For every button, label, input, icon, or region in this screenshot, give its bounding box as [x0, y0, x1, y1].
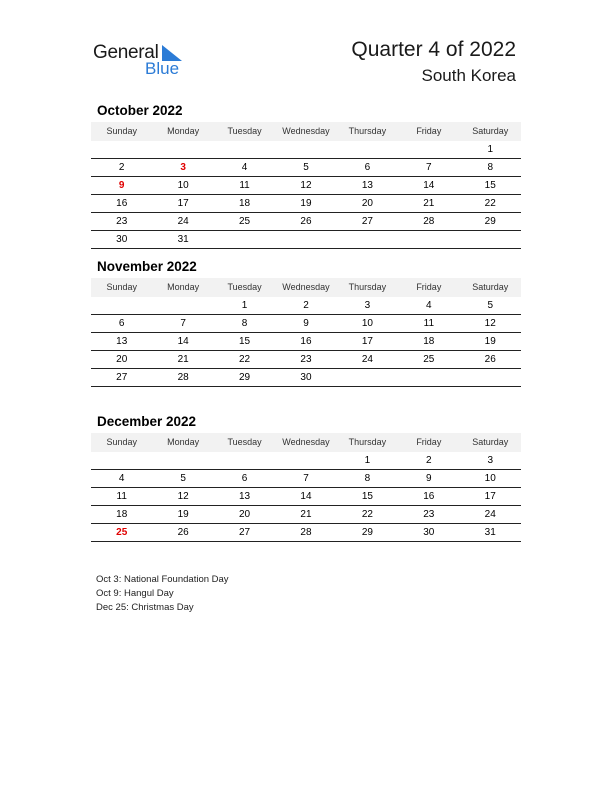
day-cell: 7	[180, 318, 186, 329]
weekday-label: Wednesday	[282, 282, 330, 292]
week-row	[91, 213, 521, 231]
day-cell: 21	[300, 509, 312, 520]
day-cell: 29	[361, 527, 373, 538]
holiday-note: Oct 9: Hangul Day	[96, 588, 174, 599]
day-cell: 23	[423, 509, 435, 520]
day-cell: 9	[118, 180, 125, 191]
month-calendar-october	[91, 102, 521, 249]
day-cell: 15	[238, 336, 251, 347]
day-cell: 23	[300, 354, 312, 365]
day-cell: 13	[361, 180, 373, 191]
weekday-label: Saturday	[472, 126, 509, 136]
day-cell: 24	[361, 354, 373, 365]
day-cell: 5	[180, 473, 186, 484]
day-cell: 28	[423, 216, 435, 227]
empty-day-cell	[91, 141, 152, 158]
day-cell: 26	[177, 527, 189, 538]
day-cell: 22	[361, 509, 373, 520]
day-cell: 23	[116, 216, 128, 227]
day-cell: 30	[423, 527, 435, 538]
empty-day-cell	[214, 141, 275, 158]
day-cell: 27	[361, 216, 373, 227]
day-cell: 31	[177, 234, 189, 245]
day-cell: 30	[116, 234, 128, 245]
day-cell: 12	[300, 180, 312, 191]
day-cell: 11	[239, 180, 250, 191]
empty-day-cell	[214, 231, 275, 248]
day-cell: 11	[423, 318, 435, 329]
weekday-header-row	[91, 278, 521, 297]
day-cell: 2	[426, 455, 432, 466]
day-cell: 25	[238, 216, 251, 227]
day-cell: 17	[484, 491, 496, 502]
empty-day-cell	[460, 369, 521, 386]
day-cell: 13	[238, 491, 251, 502]
weekday-label: Thursday	[348, 282, 387, 292]
weekday-label: Thursday	[348, 126, 387, 136]
week-row	[91, 159, 521, 177]
day-cell: 6	[364, 162, 371, 173]
generalblue-logo	[93, 40, 193, 80]
day-cell: 9	[426, 473, 432, 484]
weekday-label: Friday	[416, 126, 442, 136]
holiday-notes	[96, 573, 229, 615]
day-cell: 24	[177, 216, 189, 227]
day-cell: 27	[116, 372, 128, 383]
day-cell: 24	[484, 509, 496, 520]
week-row	[91, 351, 521, 369]
empty-day-cell	[460, 231, 521, 248]
week-row	[91, 297, 521, 315]
empty-day-cell	[337, 231, 398, 248]
day-cell: 17	[177, 198, 189, 209]
day-cell: 18	[116, 509, 128, 520]
day-cell: 14	[300, 491, 312, 502]
weekday-label: Thursday	[348, 437, 387, 447]
day-cell: 10	[484, 473, 496, 484]
weekday-label: Sunday	[106, 282, 137, 292]
week-row	[91, 452, 521, 470]
day-cell: 2	[118, 162, 125, 173]
week-row	[91, 470, 521, 488]
month-title: December 2022	[97, 414, 197, 429]
week-row	[91, 506, 521, 524]
day-cell: 18	[238, 198, 251, 209]
day-cell: 20	[238, 509, 251, 520]
day-cell: 19	[300, 198, 312, 209]
day-cell: 26	[300, 216, 312, 227]
day-cell: 3	[364, 300, 371, 311]
weekday-label: Friday	[416, 282, 442, 292]
day-cell: 29	[484, 216, 496, 227]
week-row	[91, 315, 521, 333]
day-cell: 8	[364, 473, 371, 484]
day-cell: 19	[484, 336, 496, 347]
week-row	[91, 369, 521, 387]
empty-day-cell	[337, 141, 398, 158]
day-cell: 12	[177, 491, 189, 502]
day-cell: 4	[118, 473, 125, 484]
week-row	[91, 195, 521, 213]
week-row	[91, 488, 521, 506]
weekday-label: Saturday	[472, 437, 509, 447]
day-cell: 20	[116, 354, 128, 365]
weekday-label: Sunday	[106, 126, 137, 136]
week-row	[91, 231, 521, 249]
day-cell: 13	[116, 336, 128, 347]
empty-day-cell	[152, 141, 213, 158]
empty-day-cell	[398, 141, 459, 158]
day-cell: 21	[177, 354, 189, 365]
day-cell: 26	[484, 354, 496, 365]
day-cell: 28	[177, 372, 189, 383]
day-cell: 4	[241, 162, 248, 173]
day-cell: 3	[180, 162, 186, 173]
day-cell: 15	[361, 491, 373, 502]
day-cell: 5	[487, 300, 494, 311]
day-cell: 19	[177, 509, 189, 520]
empty-day-cell	[398, 369, 459, 386]
day-cell: 4	[426, 300, 432, 311]
day-cell: 3	[487, 455, 494, 466]
month-title: October 2022	[97, 103, 183, 118]
day-cell: 6	[241, 473, 248, 484]
empty-day-cell	[337, 369, 398, 386]
day-cell: 31	[484, 527, 496, 538]
day-cell: 16	[300, 336, 312, 347]
weekday-header-row	[91, 122, 521, 141]
day-cell: 1	[364, 455, 371, 466]
empty-day-cell	[275, 141, 336, 158]
day-cell: 14	[423, 180, 435, 191]
month-title: November 2022	[97, 259, 197, 274]
day-cell: 29	[238, 372, 251, 383]
empty-day-cell	[91, 297, 152, 314]
day-cell: 16	[423, 491, 435, 502]
day-cell: 12	[484, 318, 496, 329]
weekday-label: Monday	[167, 437, 200, 447]
empty-day-cell	[214, 452, 275, 469]
day-cell: 21	[423, 198, 435, 209]
weekday-label: Wednesday	[282, 437, 330, 447]
day-cell: 22	[238, 354, 251, 365]
day-cell: 7	[426, 162, 432, 173]
weekday-label: Saturday	[472, 282, 509, 292]
holiday-note: Dec 25: Christmas Day	[96, 602, 194, 613]
empty-day-cell	[275, 231, 336, 248]
day-cell: 16	[116, 198, 128, 209]
day-cell: 1	[241, 300, 248, 311]
day-cell: 30	[300, 372, 312, 383]
day-cell: 2	[303, 300, 309, 311]
day-cell: 28	[300, 527, 312, 538]
country-name: South Korea	[421, 66, 516, 85]
month-calendar-november	[91, 258, 521, 387]
week-row	[91, 141, 521, 159]
day-cell: 22	[484, 198, 496, 209]
day-cell: 17	[361, 336, 373, 347]
logo-text-general: General	[93, 42, 159, 63]
empty-day-cell	[152, 452, 213, 469]
logo-text-blue: Blue	[145, 59, 180, 78]
day-cell: 1	[487, 144, 494, 155]
weekday-label: Tuesday	[227, 437, 262, 447]
weekday-label: Tuesday	[227, 282, 262, 292]
day-cell: 10	[177, 180, 189, 191]
weekday-header-row	[91, 433, 521, 452]
day-cell: 6	[118, 318, 125, 329]
holiday-note: Oct 3: National Foundation Day	[96, 574, 229, 585]
week-row	[91, 177, 521, 195]
day-cell: 9	[303, 318, 309, 329]
weekday-label: Monday	[167, 282, 200, 292]
day-cell: 10	[361, 318, 373, 329]
day-cell: 7	[303, 473, 309, 484]
day-cell: 25	[116, 527, 128, 538]
week-row	[91, 524, 521, 542]
weekday-label: Tuesday	[227, 126, 262, 136]
empty-day-cell	[398, 231, 459, 248]
day-cell: 14	[177, 336, 189, 347]
day-cell: 15	[484, 180, 496, 191]
day-cell: 8	[241, 318, 248, 329]
weekday-label: Friday	[416, 437, 442, 447]
day-cell: 20	[361, 198, 373, 209]
page-title: Quarter 4 of 2022	[351, 38, 516, 61]
day-cell: 5	[303, 162, 309, 173]
week-row	[91, 333, 521, 351]
empty-day-cell	[152, 297, 213, 314]
day-cell: 25	[423, 354, 435, 365]
month-calendar-december	[91, 413, 521, 542]
empty-day-cell	[91, 452, 152, 469]
weekday-label: Monday	[167, 126, 200, 136]
empty-day-cell	[275, 452, 336, 469]
weekday-label: Sunday	[106, 437, 137, 447]
weekday-label: Wednesday	[282, 126, 330, 136]
day-cell: 18	[423, 336, 435, 347]
day-cell: 8	[487, 162, 494, 173]
day-cell: 11	[116, 491, 127, 502]
day-cell: 27	[238, 527, 251, 538]
